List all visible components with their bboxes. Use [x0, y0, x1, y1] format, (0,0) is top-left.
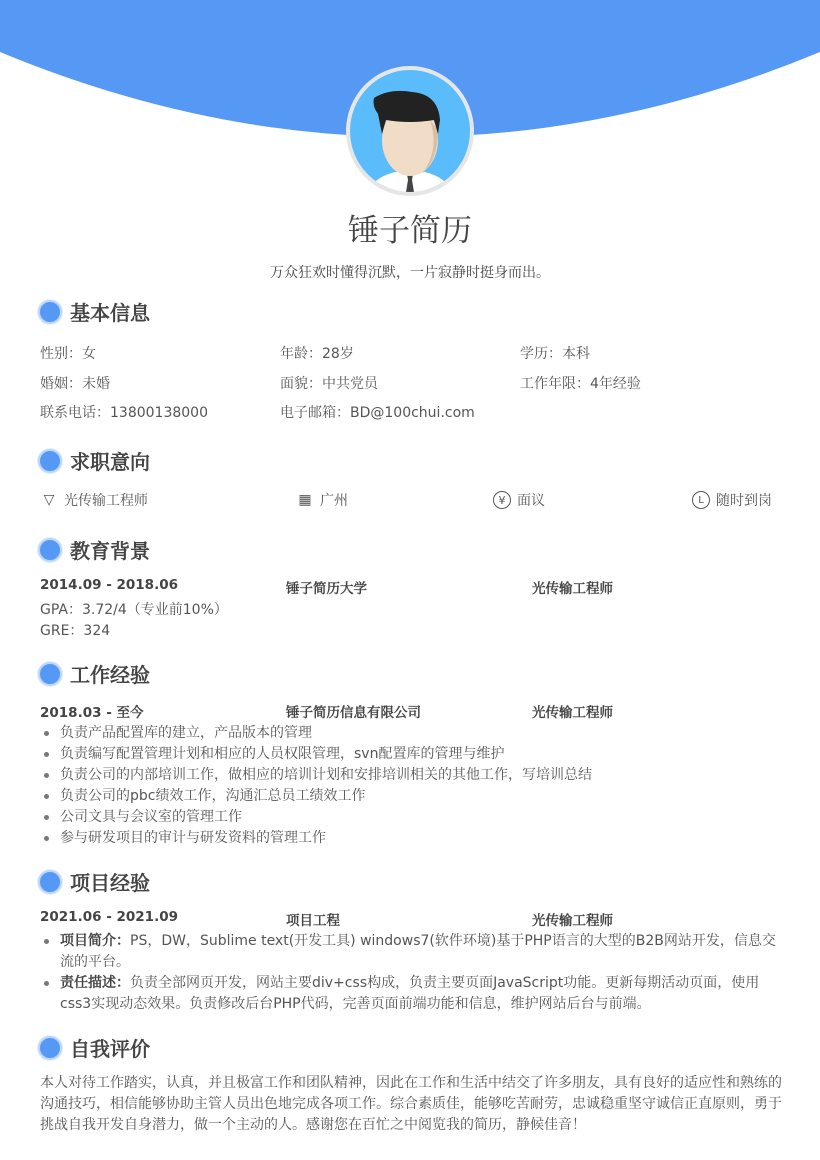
intent-position	[40, 490, 148, 510]
section-job-intent	[38, 446, 150, 475]
edu-school: 锤子简历大学	[286, 581, 367, 597]
section-dot-icon	[38, 449, 62, 473]
list-item: 公司文具与会议室的管理工作	[40, 807, 782, 828]
motto: 万众狂欢时懂得沉默，一片寂静时挺身而出。	[270, 265, 550, 281]
info-political: 面貌：中共党员	[280, 376, 378, 392]
intent-text: 广州	[320, 493, 348, 509]
info-degree: 学历：本科	[520, 346, 590, 362]
intent-text: 随时到岗	[716, 493, 772, 509]
project-details	[40, 931, 782, 1015]
edu-major: 光传输工程师	[532, 581, 613, 597]
tie-icon: ▽	[43, 492, 55, 508]
intent-text: 面议	[517, 493, 545, 509]
item-text: 负责全部网页开发，网站主要div+css构成，负责主要页面JavaScript功能。更新每期活动页面，使用css3实现动态效果。负责修改后台PHP代码，完善页面前端功能和信息，维护网站后台与前端。	[60, 975, 760, 1012]
clock-icon: L	[692, 491, 710, 509]
item-text: PS，DW，Sublime text(开发工具) windows7(软件环境)基于PHP语言的大型的B2B网站开发，信息交流的平台。	[60, 933, 776, 970]
edu-gpa: GPA：3.72/4（专业前10%）	[40, 602, 228, 618]
info-age: 年龄：28岁	[280, 346, 354, 362]
section-title: 项目经验	[70, 871, 150, 895]
list-item	[40, 973, 782, 1015]
section-education	[38, 535, 150, 564]
intent-salary	[493, 490, 545, 510]
info-email: 电子邮箱：BD@100chui.com	[280, 405, 475, 421]
self-evaluation-text: 本人对待工作踏实，认真，并且极富工作和团队精神，因此在工作和生活中结交了许多朋友，具有良好的适应性和熟练的沟通技巧，相信能够协助主管人员出色地完成各项工作。综合素质佳，能够吃苦耐劳，忠诚稳重坚守诚信正直原则，勇于挑战自我开发自身潜力，做一个主动的人。感谢您在百忙之中阅览我的简历，静候佳音！	[40, 1075, 782, 1133]
section-self-evaluation	[38, 1033, 150, 1062]
section-dot-icon	[38, 870, 62, 894]
section-title: 求职意向	[70, 450, 150, 474]
yen-icon: ¥	[493, 491, 511, 509]
project-role: 光传输工程师	[532, 913, 613, 929]
section-title: 教育背景	[70, 539, 150, 563]
project-name: 项目工程	[286, 913, 340, 929]
list-item: 负责产品配置库的建立，产品版本的管理	[40, 723, 782, 744]
section-dot-icon	[38, 300, 62, 324]
item-label: 责任描述：	[60, 975, 130, 991]
section-dot-icon	[38, 662, 62, 686]
work-duties	[40, 723, 782, 849]
info-gender: 性别：女	[40, 346, 96, 362]
section-title: 自我评价	[70, 1037, 150, 1061]
intent-text: 光传输工程师	[64, 493, 148, 509]
section-dot-icon	[38, 1036, 62, 1060]
list-item: 负责公司的pbc绩效工作，沟通汇总员工绩效工作	[40, 786, 782, 807]
section-project	[38, 867, 150, 896]
section-basic-info	[38, 297, 150, 326]
info-phone: 联系电话：13800138000	[40, 405, 208, 421]
list-item: 负责编写配置管理计划和相应的人员权限管理，svn配置库的管理与维护	[40, 744, 782, 765]
section-title: 工作经验	[70, 663, 150, 687]
list-item: 参与研发项目的审计与研发资料的管理工作	[40, 828, 782, 849]
info-marital: 婚姻：未婚	[40, 376, 110, 392]
edu-date: 2014.09 - 2018.06	[40, 577, 178, 593]
intent-availability	[692, 490, 772, 510]
work-position: 光传输工程师	[532, 705, 613, 721]
edu-gre: GRE：324	[40, 623, 111, 639]
avatar	[346, 66, 474, 196]
building-icon: ▦	[298, 492, 312, 508]
info-experience: 工作年限：4年经验	[520, 376, 641, 392]
list-item	[40, 931, 782, 973]
item-label: 项目简介：	[60, 933, 130, 949]
intent-city	[296, 490, 348, 510]
section-title: 基本信息	[70, 301, 150, 325]
list-item: 负责公司的内部培训工作，做相应的培训计划和安排培训相关的其他工作，写培训总结	[40, 765, 782, 786]
project-date: 2021.06 - 2021.09	[40, 909, 178, 925]
work-company: 锤子简历信息有限公司	[286, 705, 421, 721]
resume-name: 锤子简历	[348, 213, 472, 249]
section-dot-icon	[38, 538, 62, 562]
work-date: 2018.03 - 至今	[40, 705, 144, 721]
section-work	[38, 659, 150, 688]
